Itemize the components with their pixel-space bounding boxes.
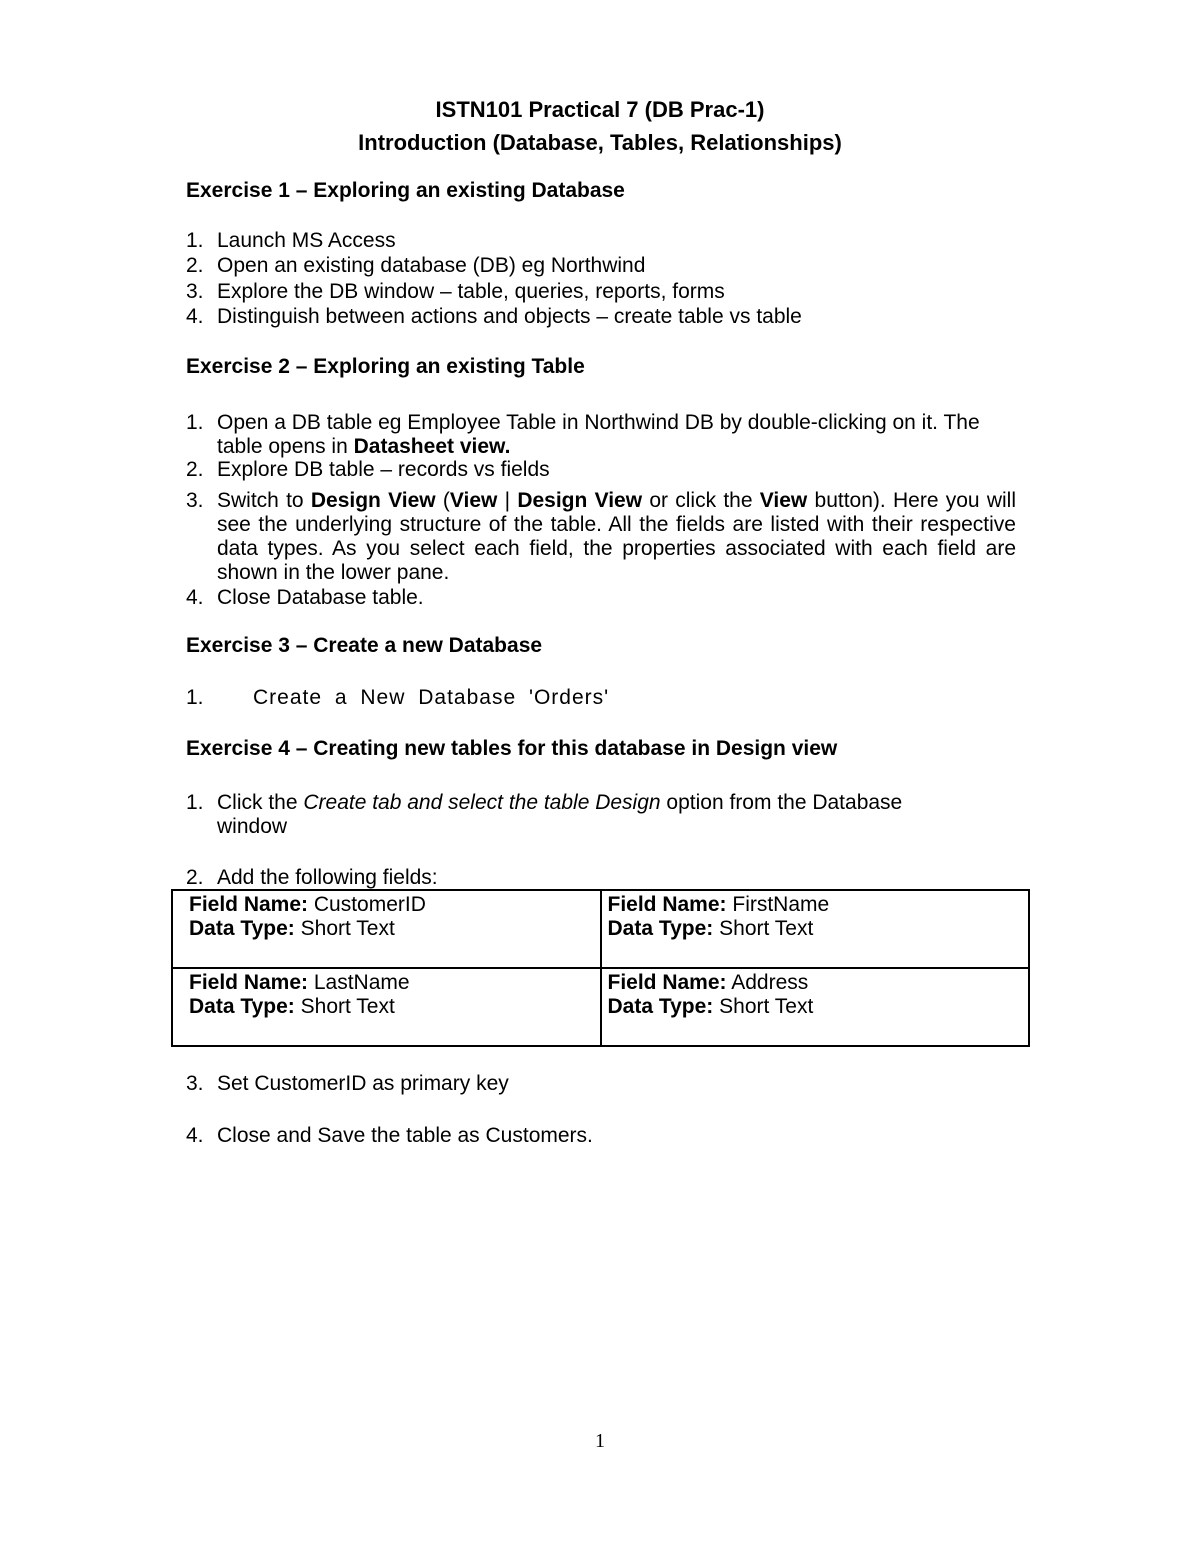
list-text: Explore the DB window – table, queries, reports, forms (217, 280, 725, 303)
list-text: Set CustomerID as primary key (217, 1072, 509, 1095)
list-number: 2. (186, 458, 204, 481)
design-view-term: Design View (310, 489, 436, 512)
field-name-line: Field Name: LastName (189, 971, 410, 994)
list-text: Open an existing database (DB) eg Northwind (217, 254, 646, 277)
list-text: Create a New Database 'Orders' (253, 686, 610, 709)
list-text: Explore DB table – records vs fields (217, 458, 550, 481)
fields-table (171, 889, 1030, 1047)
list-text: Click the Create tab and select the table Design option from the Database window (217, 791, 903, 838)
field-cell-customerid (172, 890, 601, 968)
exercise-4-heading: Exercise 4 – Creating new tables for this database in Design view (186, 737, 838, 760)
list-number: 4. (186, 1124, 204, 1147)
list-text: Open a DB table eg Employee Table in Northwind DB by double-clicking on it. The table opens in Datasheet view. (217, 411, 980, 458)
document-title: ISTN101 Practical 7 (DB Prac-1) (435, 97, 765, 122)
list-number: 1. (186, 686, 204, 709)
list-number: 1. (186, 229, 204, 252)
field-cell-firstname (601, 890, 1030, 968)
data-type-line: Data Type: Short Text (607, 995, 814, 1018)
list-text: Launch MS Access (217, 229, 396, 252)
list-number: 2. (186, 254, 204, 277)
document-subtitle: Introduction (Database, Tables, Relationships) (358, 130, 842, 155)
create-tab-instruction: Create tab and select the table Design (303, 791, 661, 814)
list-number: 4. (186, 586, 204, 609)
list-text: Switch to Design View (View | Design View or click the View button). Here you will see the underlying structure of the table. All the fields are listed with their respective data types. As you select each field, the properties associated with each field are shown in the lower pane. (217, 489, 1017, 584)
table-row (172, 890, 1029, 968)
page-number: 1 (595, 1430, 605, 1452)
design-view-menu-term: Design View (517, 489, 643, 512)
list-number: 1. (186, 411, 204, 434)
datasheet-view-term: Datasheet view. (353, 435, 511, 458)
field-cell-lastname (172, 968, 601, 1046)
table-row (172, 968, 1029, 1046)
exercise-3-heading: Exercise 3 – Create a new Database (186, 634, 543, 657)
view-button-term: View (759, 489, 808, 512)
view-menu-term: View (449, 489, 498, 512)
field-name-line: Field Name: FirstName (607, 893, 830, 916)
list-number: 2. (186, 866, 204, 889)
exercise-2-heading: Exercise 2 – Exploring an existing Table (186, 355, 585, 378)
data-type-line: Data Type: Short Text (189, 917, 395, 940)
list-text: Close Database table. (217, 586, 424, 609)
list-number: 4. (186, 305, 204, 328)
field-name-line: Field Name: CustomerID (189, 893, 426, 916)
list-number: 3. (186, 280, 204, 303)
field-name-line: Field Name: Address (607, 971, 809, 994)
list-number: 3. (186, 489, 204, 512)
list-text: Distinguish between actions and objects – create table vs table (217, 305, 802, 328)
field-cell-address (601, 968, 1030, 1046)
list-number: 3. (186, 1072, 204, 1095)
list-text: Close and Save the table as Customers. (217, 1124, 593, 1147)
data-type-line: Data Type: Short Text (607, 917, 814, 940)
data-type-line: Data Type: Short Text (189, 995, 395, 1018)
exercise-1-heading: Exercise 1 – Exploring an existing Database (186, 179, 625, 202)
list-text: Add the following fields: (217, 866, 438, 889)
list-number: 1. (186, 791, 204, 814)
